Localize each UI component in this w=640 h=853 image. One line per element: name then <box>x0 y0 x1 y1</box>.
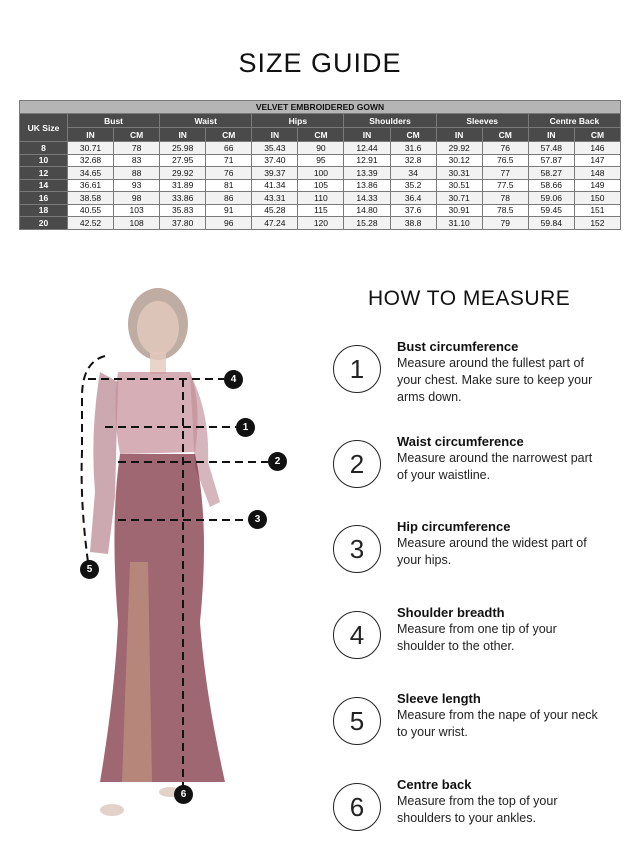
measurement-cell: 83 <box>114 154 160 167</box>
measure-step-centre-back <box>333 777 633 853</box>
step-description: Measure from the nape of your neck to your wrist. <box>397 708 598 739</box>
measurement-cell: 77 <box>482 167 528 180</box>
step-heading: Centre back <box>397 777 472 792</box>
measurement-cell: 36.61 <box>68 179 114 192</box>
measure-step-shoulder <box>333 605 633 681</box>
measurement-cell: 147 <box>574 154 620 167</box>
measurement-cell: 57.48 <box>528 142 574 155</box>
measurement-cell: 35.43 <box>252 142 298 155</box>
measurement-cell: 78.5 <box>482 204 528 217</box>
measurement-cell: 34 <box>390 167 436 180</box>
measurement-cell: 32.68 <box>68 154 114 167</box>
measurement-cell: 90 <box>298 142 344 155</box>
measurement-cell: 152 <box>574 217 620 230</box>
measurement-cell: 96 <box>206 217 252 230</box>
step-description: Measure from one tip of your shoulder to the other. <box>397 622 557 653</box>
size-cell: 12 <box>20 167 68 180</box>
measurement-cell: 93 <box>114 179 160 192</box>
measurement-cell: 41.34 <box>252 179 298 192</box>
measurement-cell: 31.89 <box>160 179 206 192</box>
measurement-cell: 79 <box>482 217 528 230</box>
measurement-cell: 12.44 <box>344 142 390 155</box>
unit-header: CM <box>574 128 620 142</box>
step-number-circle: 3 <box>333 525 381 573</box>
figure-marker-3: 3 <box>248 510 267 529</box>
measurement-cell: 35.83 <box>160 204 206 217</box>
measure-step-sleeve <box>333 691 633 767</box>
measurement-cell: 38.8 <box>390 217 436 230</box>
page-title: SIZE GUIDE <box>238 48 402 78</box>
measurement-cell: 103 <box>114 204 160 217</box>
measurement-cell: 14.33 <box>344 192 390 205</box>
size-cell: 20 <box>20 217 68 230</box>
dress-figure-illustration <box>60 262 270 842</box>
measurement-cell: 78 <box>482 192 528 205</box>
measurement-cell: 58.27 <box>528 167 574 180</box>
size-cell: 16 <box>20 192 68 205</box>
measurement-cell: 30.71 <box>68 142 114 155</box>
column-group-centre-back: Centre Back <box>528 114 620 128</box>
step-heading: Hip circumference <box>397 519 511 534</box>
measurement-cell: 76 <box>206 167 252 180</box>
measurement-cell: 59.84 <box>528 217 574 230</box>
table-row <box>20 217 621 230</box>
measurement-cell: 39.37 <box>252 167 298 180</box>
unit-header-row <box>20 128 621 142</box>
measurement-cell: 108 <box>114 217 160 230</box>
measurement-cell: 81 <box>206 179 252 192</box>
measurement-cell: 148 <box>574 167 620 180</box>
measurement-cell: 29.92 <box>160 167 206 180</box>
unit-header: IN <box>436 128 482 142</box>
measurement-cell: 110 <box>298 192 344 205</box>
measurement-cell: 31.10 <box>436 217 482 230</box>
measurement-cell: 29.92 <box>436 142 482 155</box>
figure-marker-4: 4 <box>224 370 243 389</box>
measurement-cell: 59.06 <box>528 192 574 205</box>
measurement-cell: 77.5 <box>482 179 528 192</box>
step-description: Measure around the widest part of your hips. <box>397 536 587 567</box>
measure-step-waist <box>333 434 633 510</box>
unit-header: IN <box>528 128 574 142</box>
table-row <box>20 142 621 155</box>
measurement-cell: 91 <box>206 204 252 217</box>
measurement-cell: 13.39 <box>344 167 390 180</box>
measurement-cell: 13.86 <box>344 179 390 192</box>
figure-marker-6: 6 <box>174 785 193 804</box>
unit-header: CM <box>206 128 252 142</box>
measurement-cell: 30.91 <box>436 204 482 217</box>
step-heading: Waist circumference <box>397 434 524 449</box>
step-heading: Shoulder breadth <box>397 605 505 620</box>
figure-marker-5: 5 <box>80 560 99 579</box>
measurement-cell: 32.8 <box>390 154 436 167</box>
step-number-circle: 4 <box>333 611 381 659</box>
unit-header: IN <box>160 128 206 142</box>
measurement-cell: 59.45 <box>528 204 574 217</box>
measurement-cell: 76.5 <box>482 154 528 167</box>
size-column-header: UK Size <box>20 114 68 142</box>
product-name: VELVET EMBROIDERED GOWN <box>20 101 621 114</box>
measurement-cell: 57.87 <box>528 154 574 167</box>
column-group-waist: Waist <box>160 114 252 128</box>
column-group-shoulders: Shoulders <box>344 114 436 128</box>
measurement-cell: 66 <box>206 142 252 155</box>
step-number-circle: 2 <box>333 440 381 488</box>
measurement-cell: 58.66 <box>528 179 574 192</box>
step-number-circle: 1 <box>333 345 381 393</box>
figure-marker-1: 1 <box>236 418 255 437</box>
measurement-cell: 47.24 <box>252 217 298 230</box>
table-row <box>20 204 621 217</box>
measurement-cell: 34.65 <box>68 167 114 180</box>
measurement-cell: 150 <box>574 192 620 205</box>
measurement-cell: 31.6 <box>390 142 436 155</box>
measurement-cell: 12.91 <box>344 154 390 167</box>
measurement-cell: 38.58 <box>68 192 114 205</box>
unit-header: CM <box>482 128 528 142</box>
table-row <box>20 179 621 192</box>
measurement-cell: 45.28 <box>252 204 298 217</box>
measurement-cell: 14.80 <box>344 204 390 217</box>
measurement-cell: 88 <box>114 167 160 180</box>
table-row <box>20 167 621 180</box>
measurement-cell: 98 <box>114 192 160 205</box>
measurement-cell: 33.86 <box>160 192 206 205</box>
size-table <box>19 100 621 230</box>
step-description: Measure from the top of your shoulders to your ankles. <box>397 794 558 825</box>
size-cell: 10 <box>20 154 68 167</box>
unit-header: IN <box>68 128 114 142</box>
measurement-cell: 37.6 <box>390 204 436 217</box>
measure-step-hip <box>333 519 633 595</box>
step-description: Measure around the narrowest part of your waistline. <box>397 451 593 482</box>
measurement-cell: 35.2 <box>390 179 436 192</box>
step-heading: Sleeve length <box>397 691 481 706</box>
measurement-cell: 105 <box>298 179 344 192</box>
measure-step-bust <box>333 339 633 415</box>
size-cell: 18 <box>20 204 68 217</box>
table-row <box>20 154 621 167</box>
measurement-cell: 36.4 <box>390 192 436 205</box>
measurement-cell: 95 <box>298 154 344 167</box>
table-row <box>20 192 621 205</box>
how-to-measure-title: HOW TO MEASURE <box>368 287 571 310</box>
size-cell: 8 <box>20 142 68 155</box>
unit-header: CM <box>114 128 160 142</box>
measurement-cell: 86 <box>206 192 252 205</box>
unit-header: IN <box>252 128 298 142</box>
measurement-cell: 100 <box>298 167 344 180</box>
unit-header: CM <box>298 128 344 142</box>
measurement-cell: 120 <box>298 217 344 230</box>
measurement-cell: 30.51 <box>436 179 482 192</box>
measurement-cell: 30.31 <box>436 167 482 180</box>
measurement-cell: 15.28 <box>344 217 390 230</box>
measurement-cell: 30.71 <box>436 192 482 205</box>
measurement-cell: 71 <box>206 154 252 167</box>
step-number-circle: 6 <box>333 783 381 831</box>
unit-header: IN <box>344 128 390 142</box>
measurement-cell: 149 <box>574 179 620 192</box>
step-number-circle: 5 <box>333 697 381 745</box>
measurement-cell: 37.80 <box>160 217 206 230</box>
measurement-cell: 78 <box>114 142 160 155</box>
measurement-cell: 43.31 <box>252 192 298 205</box>
column-group-sleeves: Sleeves <box>436 114 528 128</box>
measurement-cell: 25.98 <box>160 142 206 155</box>
measurement-cell: 151 <box>574 204 620 217</box>
step-description: Measure around the fullest part of your chest. Make sure to keep your arms down. <box>397 356 593 404</box>
measurement-cell: 30.12 <box>436 154 482 167</box>
figure-marker-2: 2 <box>268 452 287 471</box>
size-cell: 14 <box>20 179 68 192</box>
measurement-cell: 76 <box>482 142 528 155</box>
measurement-cell: 42.52 <box>68 217 114 230</box>
measurement-cell: 146 <box>574 142 620 155</box>
measurement-cell: 40.55 <box>68 204 114 217</box>
column-group-hips: Hips <box>252 114 344 128</box>
measurement-cell: 27.95 <box>160 154 206 167</box>
column-group-bust: Bust <box>68 114 160 128</box>
measurement-cell: 37.40 <box>252 154 298 167</box>
measurement-cell: 115 <box>298 204 344 217</box>
unit-header: CM <box>390 128 436 142</box>
step-heading: Bust circumference <box>397 339 519 354</box>
